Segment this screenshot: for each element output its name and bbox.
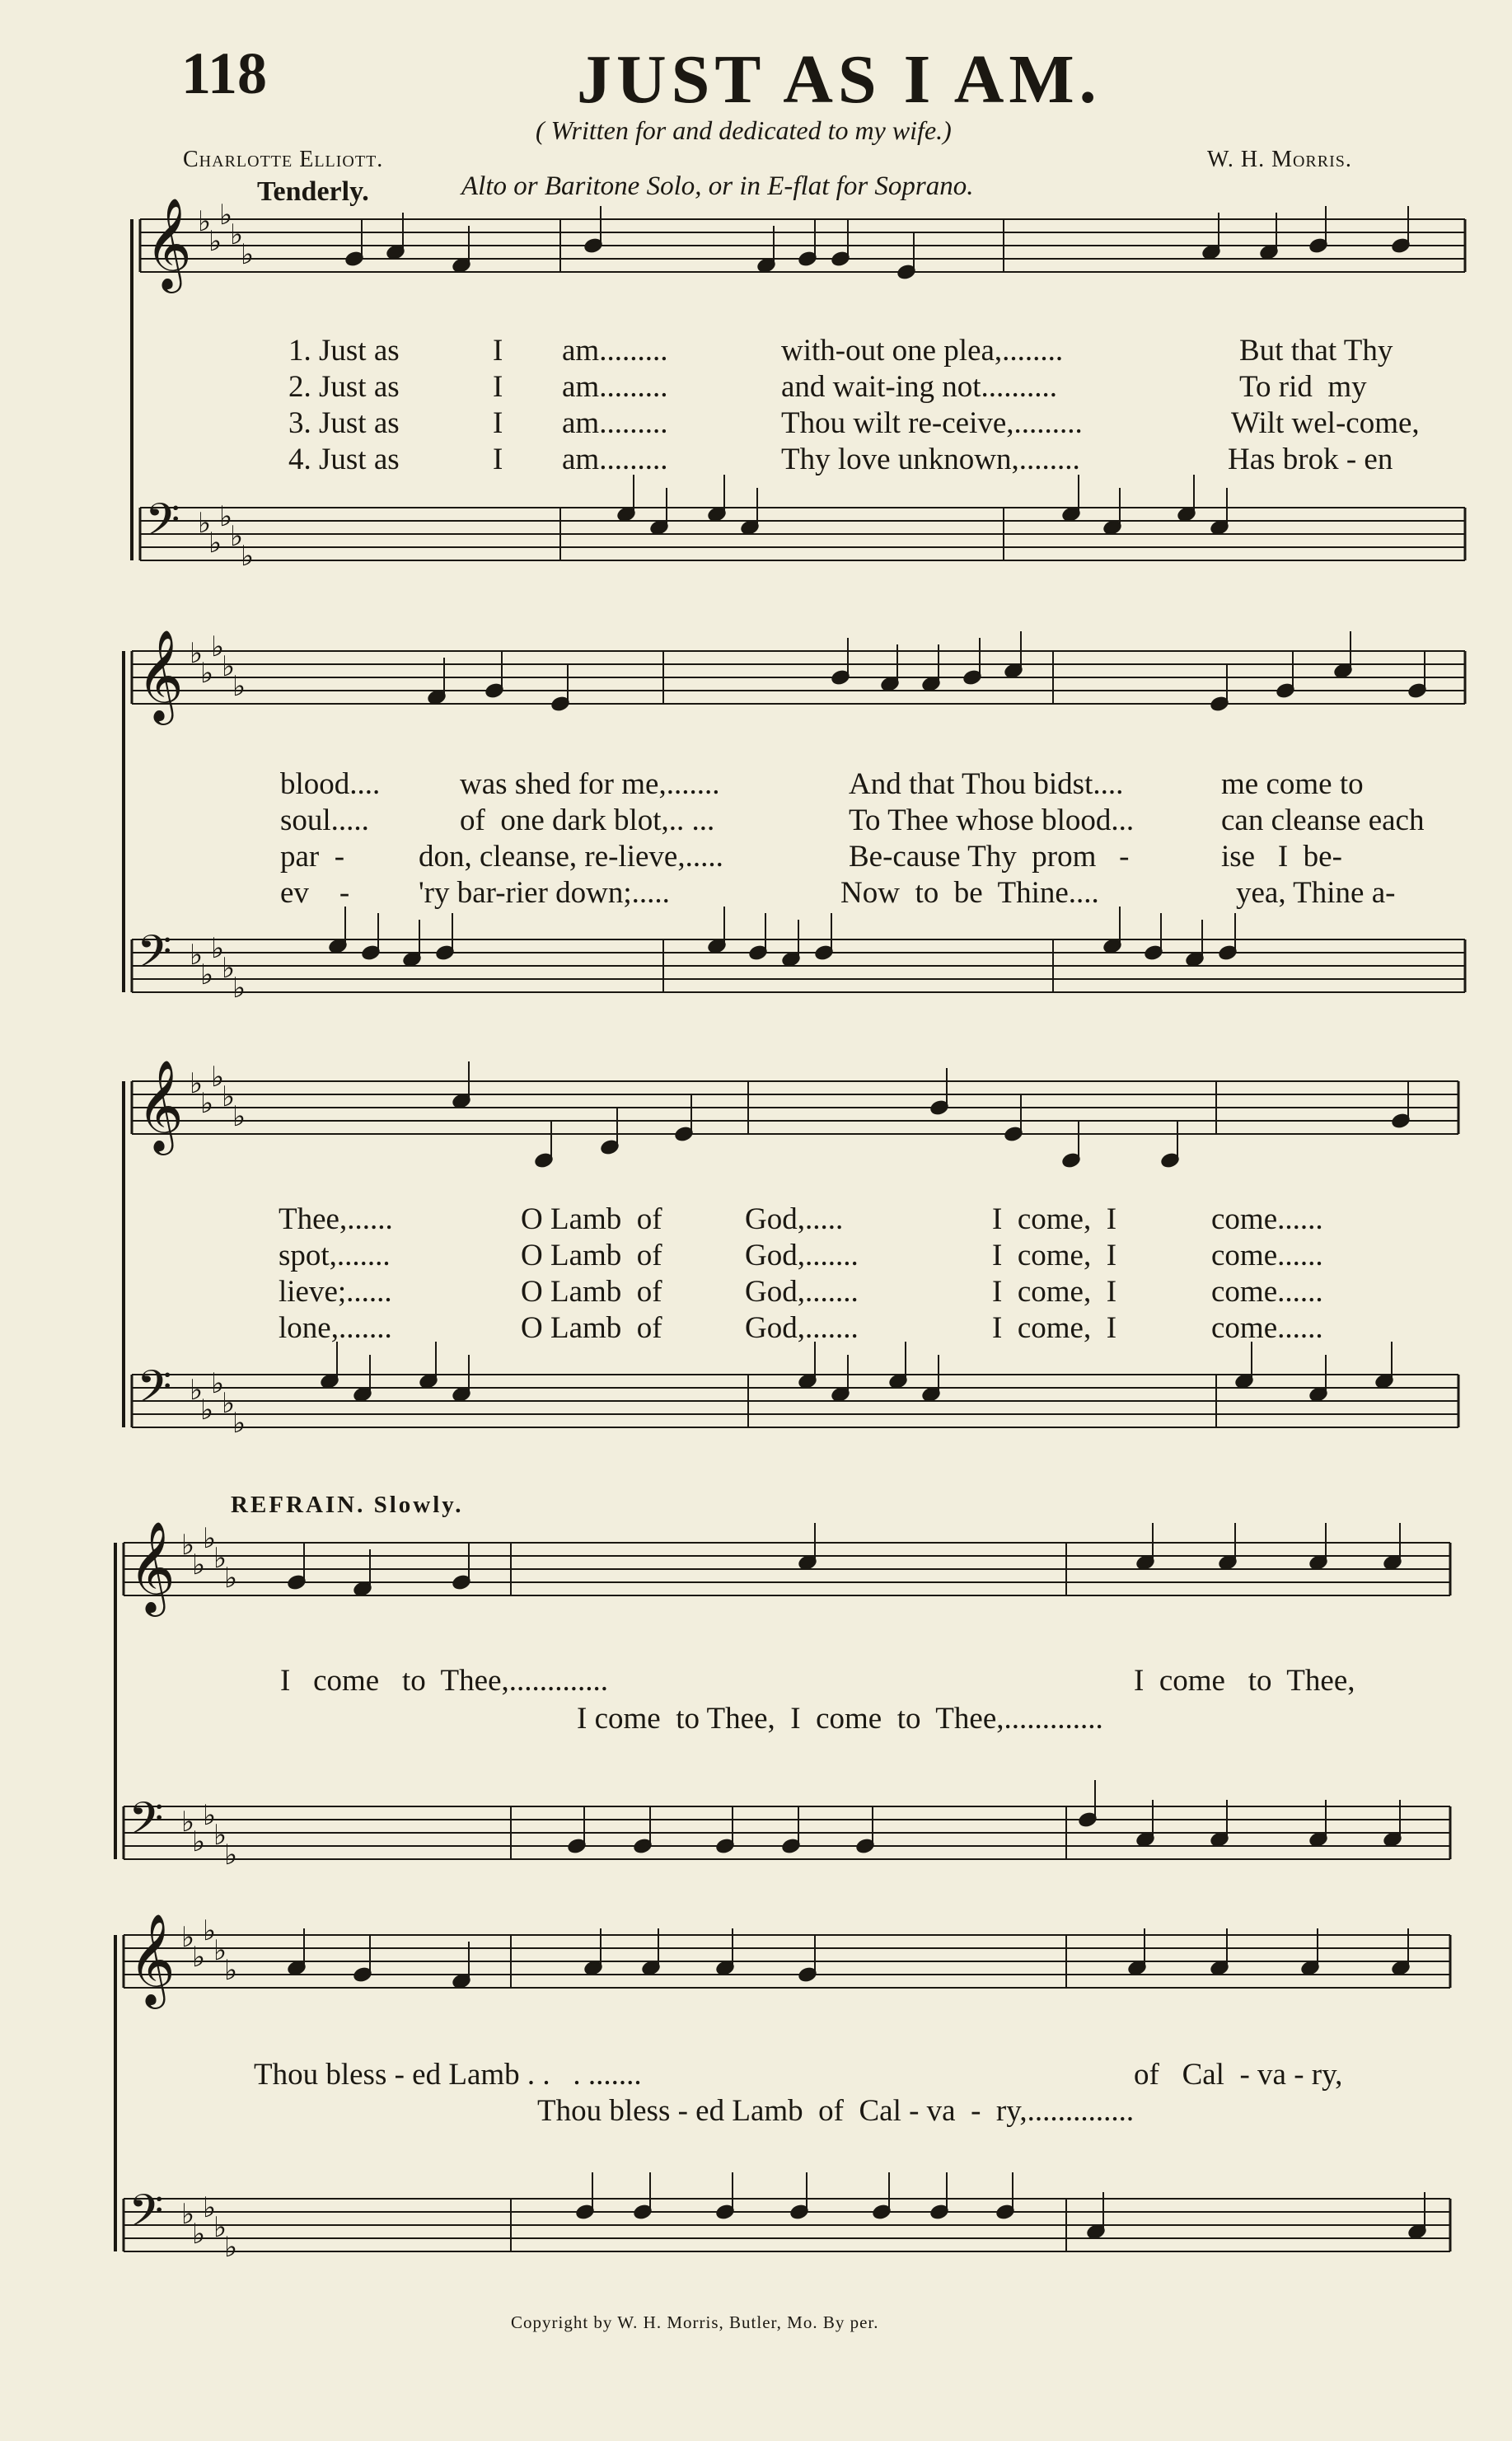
verse-3-word: Be-cause Thy prom - (849, 840, 1130, 874)
verse-1-word: And that Thou bidst.... (849, 767, 1124, 801)
verse-3-word: come...... (1211, 1275, 1323, 1309)
verse-2-word: O Lamb of (521, 1239, 662, 1272)
composer-credit: W. H. Morris. (1207, 147, 1352, 172)
verse-2-word: and wait-ing not.......... (781, 370, 1058, 404)
verse-4-word: yea, Thine a- (1236, 876, 1396, 910)
verse-3-word: lieve;...... (279, 1275, 392, 1309)
treble-clef: 𝄞 (137, 1059, 184, 1151)
verse-2-word: soul..... (280, 804, 369, 837)
refrain-lyric: I come to Thee, (1134, 1664, 1355, 1698)
flat-sign: ♭ (203, 1522, 217, 1555)
verse-3-word: 3. Just as (288, 406, 400, 440)
flat-sign: ♭ (222, 952, 236, 985)
refrain-lyric: I come to Thee, I come to Thee,............. (577, 1702, 1103, 1736)
flat-sign: ♭ (198, 507, 212, 540)
verse-4-word: Now to be Thine.... (840, 876, 1099, 910)
verse-4-word: lone,....... (279, 1311, 392, 1345)
flat-sign: ♭ (213, 1819, 227, 1852)
tempo-marking: Tenderly. (257, 176, 369, 207)
flat-sign: ♭ (224, 2231, 238, 2264)
flat-sign: ♭ (208, 527, 222, 560)
flat-sign: ♭ (211, 932, 225, 965)
flat-sign: ♭ (222, 650, 236, 683)
verse-3-word: O Lamb of (521, 1275, 662, 1309)
verse-1-word: God,..... (745, 1202, 844, 1236)
page-number: 118 (181, 40, 268, 106)
verse-3-word: I (493, 406, 503, 440)
bass-clef: 𝄢 (145, 494, 180, 557)
flat-sign: ♭ (222, 1387, 236, 1420)
flat-sign: ♭ (190, 1067, 204, 1100)
poet-credit: Charlotte Elliott. (183, 147, 384, 172)
flat-sign: ♭ (181, 2198, 195, 2231)
bass-clef: 𝄢 (129, 1792, 164, 1856)
verse-1-word: I (493, 334, 503, 368)
flat-sign: ♭ (203, 2191, 217, 2224)
flat-sign: ♭ (200, 1087, 214, 1120)
flat-sign: ♭ (200, 657, 214, 690)
flat-sign: ♭ (203, 1799, 217, 1832)
verse-1-word: I come, I (992, 1202, 1117, 1236)
verse-2-word: can cleanse each (1221, 804, 1425, 837)
verse-1-word: O Lamb of (521, 1202, 662, 1236)
flat-sign: ♭ (200, 958, 214, 991)
verse-3-word: Thou wilt re-ceive,......... (781, 406, 1083, 440)
verse-2-word: To Thee whose blood... (849, 804, 1135, 837)
flat-sign: ♭ (203, 1914, 217, 1947)
flat-sign: ♭ (241, 238, 255, 271)
flat-sign: ♭ (232, 1407, 246, 1440)
flat-sign: ♭ (241, 540, 255, 573)
hymn-title: JUST AS I AM. (577, 41, 1102, 118)
dedication-subtitle: ( Written for and dedicated to my wife.) (536, 115, 952, 145)
flat-sign: ♭ (192, 1548, 206, 1581)
flat-sign: ♭ (198, 205, 212, 238)
copyright-notice: Copyright by W. H. Morris, Butler, Mo. By per. (511, 2312, 879, 2332)
verse-3-word: God,....... (745, 1275, 859, 1309)
treble-clef: 𝄞 (129, 1520, 176, 1613)
verse-2-word: spot,....... (279, 1239, 391, 1272)
flat-sign: ♭ (224, 1839, 238, 1872)
flat-sign: ♭ (213, 2211, 227, 2244)
verse-3-word: ise I be- (1221, 840, 1342, 874)
flat-sign: ♭ (222, 1080, 236, 1113)
flat-sign: ♭ (224, 1954, 238, 1987)
flat-sign: ♭ (192, 1825, 206, 1858)
verse-1-word: blood.... (280, 767, 381, 801)
flat-sign: ♭ (219, 199, 233, 232)
verse-4-word: God,....... (745, 1311, 859, 1345)
verse-4-word: 'ry bar-rier down;..... (419, 876, 670, 910)
bass-clef: 𝄢 (137, 925, 172, 989)
verse-2-word: I come, I (992, 1239, 1117, 1272)
verse-2-word: am......... (562, 370, 668, 404)
verse-4-word: O Lamb of (521, 1311, 662, 1345)
flat-sign: ♭ (181, 1529, 195, 1562)
verse-1-word: But that Thy (1239, 334, 1393, 368)
verse-4-word: am......... (562, 443, 668, 476)
verse-4-word: Thy love unknown,........ (781, 443, 1080, 476)
flat-sign: ♭ (190, 1374, 204, 1407)
refrain-lyric: Thou bless - ed Lamb of Cal - va - ry,.............. (537, 2094, 1135, 2128)
refrain-label: REFRAIN. Slowly. (231, 1492, 464, 1518)
voice-note: Alto or Baritone Solo, or in E-flat for Soprano. (461, 171, 974, 201)
treble-clef: 𝄞 (145, 197, 192, 289)
flat-sign: ♭ (190, 637, 204, 670)
verse-4-word: come...... (1211, 1311, 1323, 1345)
flat-sign: ♭ (219, 500, 233, 533)
verse-1-word: 1. Just as (288, 334, 400, 368)
verse-4-word: ev - (280, 876, 350, 910)
verse-1-word: am......... (562, 334, 668, 368)
verse-2-word: of one dark blot,.. ... (460, 804, 715, 837)
verse-1-word: was shed for me,....... (460, 767, 720, 801)
flat-sign: ♭ (224, 1562, 238, 1595)
verse-3-word: don, cleanse, re-lieve,..... (419, 840, 723, 874)
bass-clef: 𝄢 (129, 2185, 164, 2248)
flat-sign: ♭ (192, 2218, 206, 2251)
flat-sign: ♭ (192, 1941, 206, 1974)
verse-1-word: come...... (1211, 1202, 1323, 1236)
flat-sign: ♭ (213, 1934, 227, 1967)
flat-sign: ♭ (181, 1806, 195, 1839)
flat-sign: ♭ (232, 1100, 246, 1133)
verse-1-word: me come to (1221, 767, 1364, 801)
flat-sign: ♭ (232, 670, 246, 703)
verse-1-word: with-out one plea,........ (781, 334, 1064, 368)
refrain-lyric: I come to Thee,............. (280, 1664, 609, 1698)
treble-clef: 𝄞 (137, 629, 184, 721)
flat-sign: ♭ (211, 1367, 225, 1400)
verse-4-word: I (493, 443, 503, 476)
treble-clef: 𝄞 (129, 1913, 176, 2005)
verse-2-word: come...... (1211, 1239, 1323, 1272)
flat-sign: ♭ (230, 520, 244, 553)
verse-2-word: God,....... (745, 1239, 859, 1272)
flat-sign: ♭ (211, 1061, 225, 1094)
verse-3-word: par - (280, 840, 345, 874)
verse-2-word: I (493, 370, 503, 404)
bass-clef: 𝄢 (137, 1361, 172, 1424)
flat-sign: ♭ (181, 1921, 195, 1954)
verse-4-word: I come, I (992, 1311, 1117, 1345)
verse-2-word: 2. Just as (288, 370, 400, 404)
refrain-lyric: of Cal - va - ry, (1134, 2058, 1343, 2092)
verse-3-word: I come, I (992, 1275, 1117, 1309)
verse-3-word: Wilt wel-come, (1231, 406, 1420, 440)
verse-4-word: 4. Just as (288, 443, 400, 476)
refrain-lyric: Thou bless - ed Lamb . . . ....... (254, 2058, 642, 2092)
flat-sign: ♭ (213, 1542, 227, 1575)
flat-sign: ♭ (190, 939, 204, 972)
flat-sign: ♭ (230, 218, 244, 251)
verse-3-word: am......... (562, 406, 668, 440)
flat-sign: ♭ (211, 630, 225, 663)
verse-1-word: Thee,...... (279, 1202, 393, 1236)
verse-2-word: To rid my (1239, 370, 1367, 404)
flat-sign: ♭ (232, 972, 246, 1005)
verse-4-word: Has brok - en (1228, 443, 1393, 476)
flat-sign: ♭ (208, 225, 222, 258)
flat-sign: ♭ (200, 1394, 214, 1427)
